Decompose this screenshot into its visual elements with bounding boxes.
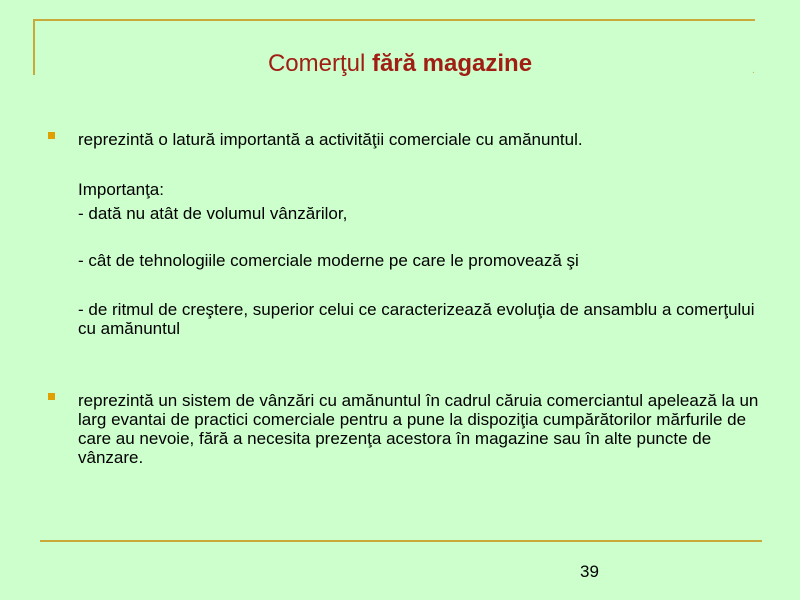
page-number: 39 xyxy=(580,562,599,581)
bullet-icon xyxy=(48,393,55,400)
decorative-dot: . xyxy=(752,65,755,76)
frame-top-line xyxy=(33,19,755,21)
paragraph-6: reprezintă un sistem de vânzări cu amănuntul în cadrul căruia comerciantul apelează la un larg evantai de practici comerciale pentru a pune la dispoziţia cumpărătorilor mărfurile de care au nevoie, fără a necesita prezenţa acestora în magazine sau în alte puncte de vânzare. xyxy=(78,391,759,467)
slide-title xyxy=(150,50,650,78)
title-bold: fără magazine xyxy=(371,50,533,77)
paragraph-4: - cât de tehnologiile comerciale moderne pe care le promovează şi xyxy=(78,251,579,270)
paragraph-5: - de ritmul de creştere, superior celui ce caracterizează evoluţia de ansamblu a comerţului cu amănuntul xyxy=(78,300,755,338)
frame-bottom-line xyxy=(40,540,762,542)
paragraph-3: - dată nu atât de volumul vânzărilor, xyxy=(78,204,348,223)
title-normal: Comerţul xyxy=(267,50,372,77)
bullet-icon xyxy=(48,132,55,139)
frame-left-line xyxy=(33,19,35,75)
paragraph-2: Importanţa: xyxy=(78,180,164,199)
paragraph-1: reprezintă o latură importantă a activităţii comerciale cu amănuntul. xyxy=(78,130,583,149)
